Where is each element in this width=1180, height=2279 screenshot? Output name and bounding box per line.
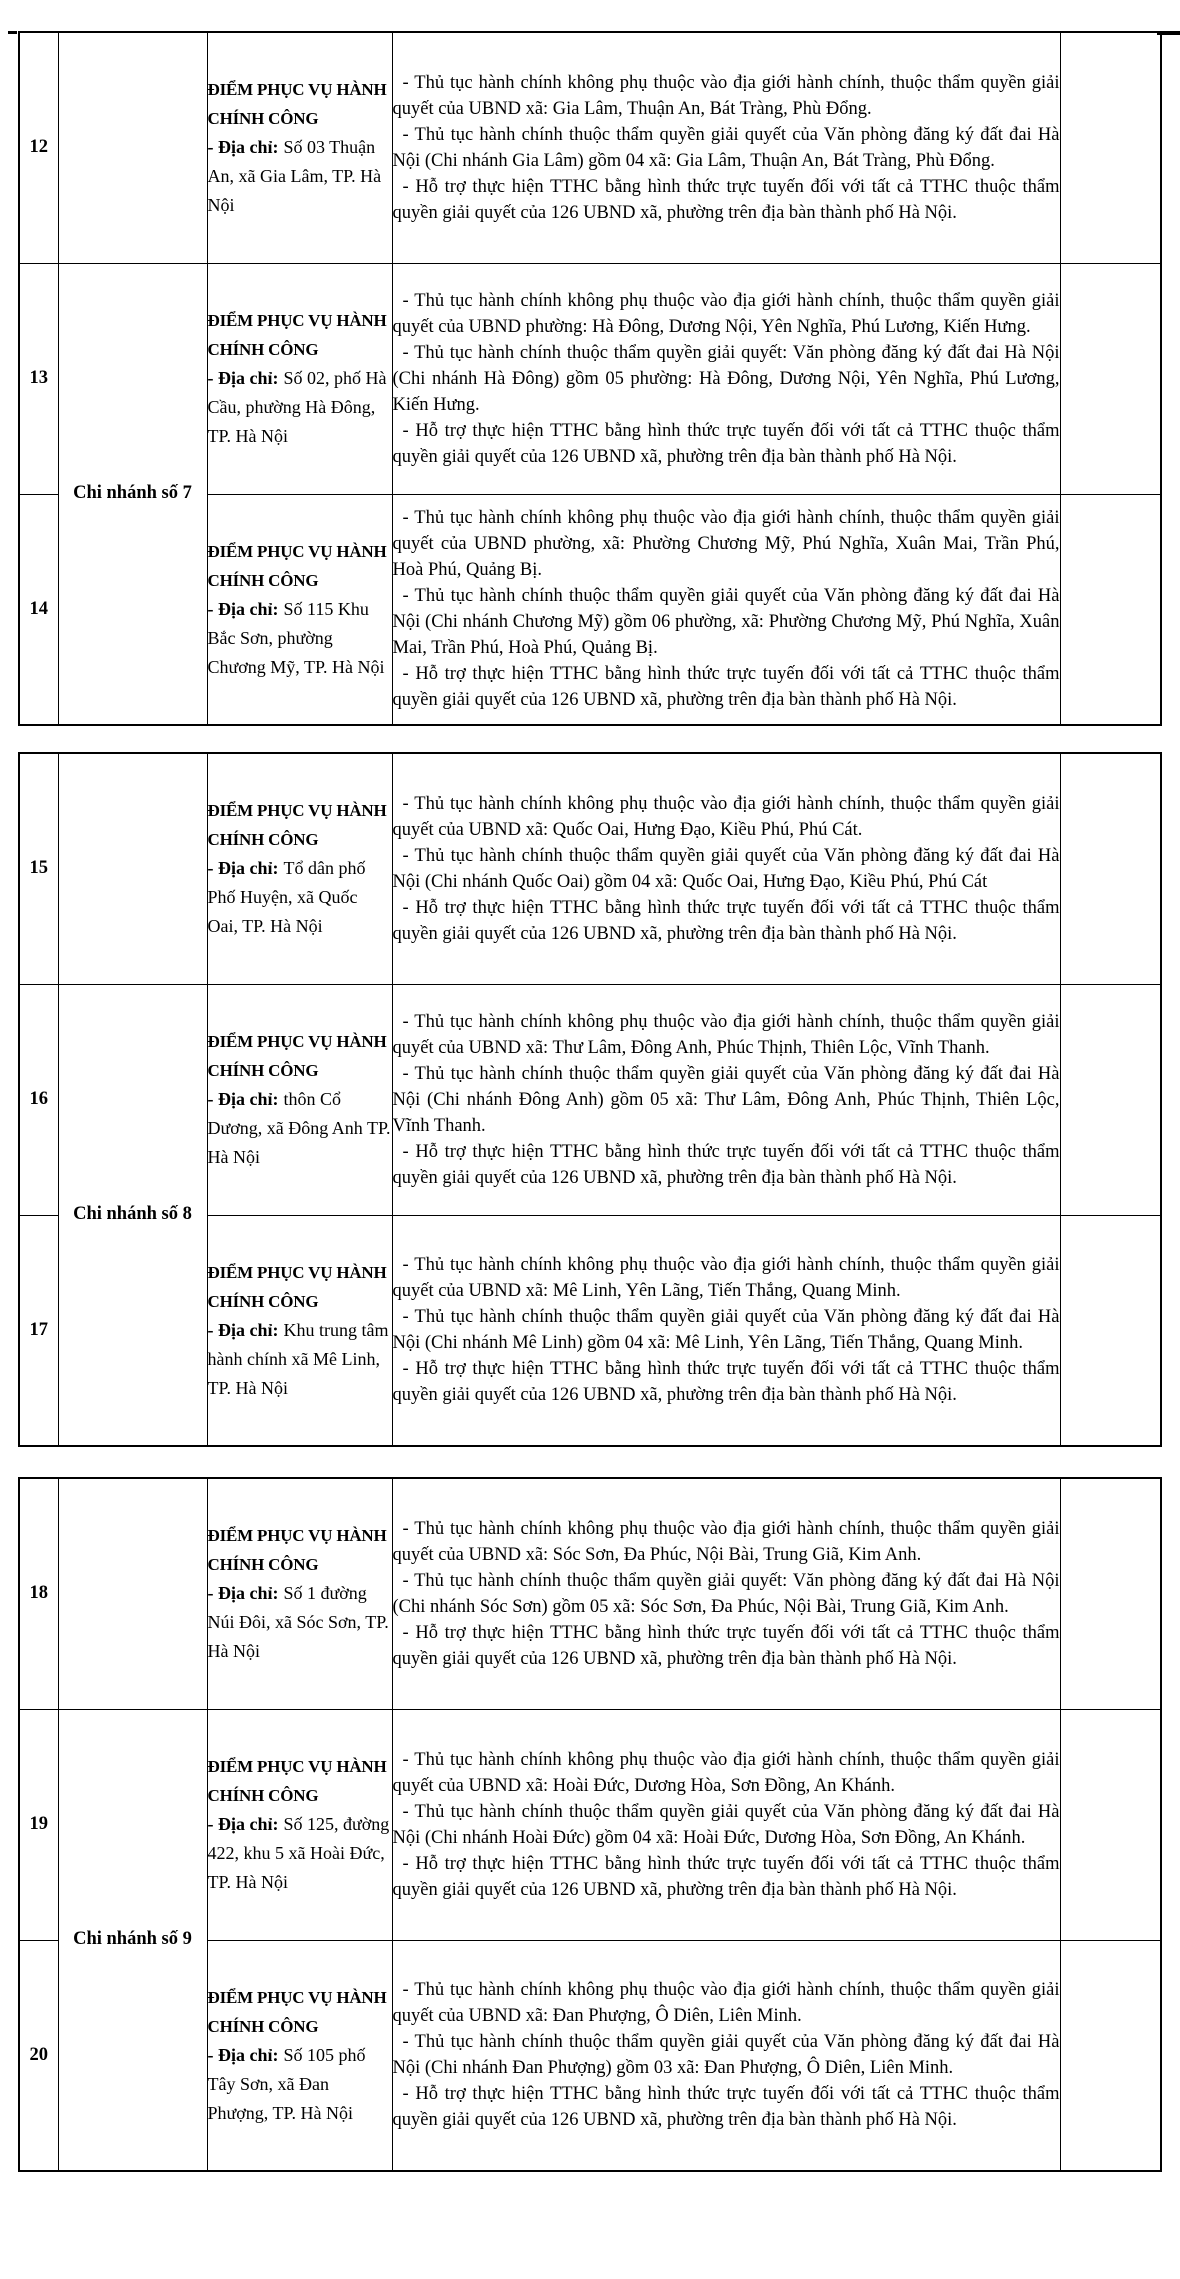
- table-row: [19, 984, 1161, 1215]
- service-point-address: [208, 1579, 392, 1666]
- description-bullet: - Thủ tục hành chính không phụ thuộc vào địa giới hành chính, thuộc thẩm quyền giải quyết của UBND xã: Mê Linh, Yên Lãng, Tiến Thắng, Quang Minh.: [392, 1255, 1060, 1302]
- description-bullet: - Thủ tục hành chính thuộc thẩm quyền giải quyết của Văn phòng đăng ký đất đai Hà Nội (Chi nhánh Đan Phượng) gồm 03 xã: Đan Phượng, Ô Diên, Liên Minh.: [392, 2032, 1060, 2079]
- service-point-address: [208, 364, 392, 451]
- description-bullet: - Thủ tục hành chính không phụ thuộc vào địa giới hành chính, thuộc thẩm quyền giải quyết của UBND phường: Hà Đông, Dương Nội, Yên Nghĩa, Phú Lương, Kiến Hưng.: [392, 290, 1060, 337]
- service-point-title: ĐIỂM PHỤC VỤ HÀNH CHÍNH CÔNG: [207, 1526, 387, 1575]
- address-text: Số 03 Thuận An, xã Gia Lâm, TP. Hà Nội: [207, 137, 382, 216]
- service-point-address: [208, 2041, 392, 2128]
- description-cell: [392, 1478, 1060, 1709]
- service-point-cell: [207, 1215, 392, 1446]
- service-point-cell: [207, 1940, 392, 2171]
- description-bullet: - Hỗ trợ thực hiện TTHC bằng hình thức trực tuyến đối với tất cả TTHC thuộc thẩm quyền giải quyết của 126 UBND xã, phường trên địa bàn thành phố Hà Nội.: [392, 2084, 1060, 2131]
- address-text: thôn Cổ Dương, xã Đông Anh TP. Hà Nội: [207, 1089, 391, 1167]
- address-label: - Địa chỉ:: [207, 1583, 279, 1604]
- description-bullet: - Hỗ trợ thực hiện TTHC bằng hình thức trực tuyến đối với tất cả TTHC thuộc thẩm quyền giải quyết của 126 UBND xã, phường trên địa bàn thành phố Hà Nội.: [392, 1359, 1060, 1406]
- table-row: [19, 753, 1161, 984]
- description-bullet: - Thủ tục hành chính không phụ thuộc vào địa giới hành chính, thuộc thẩm quyền giải quyết của UBND xã: Đan Phượng, Ô Diên, Liên Minh.: [392, 1980, 1060, 2027]
- service-point-cell: [207, 263, 392, 494]
- service-point-cell: [207, 32, 392, 263]
- service-point-address: [208, 1316, 392, 1403]
- service-point-title: ĐIỂM PHỤC VỤ HÀNH CHÍNH CÔNG: [207, 1757, 387, 1805]
- address-label: - Địa chỉ:: [207, 1814, 279, 1834]
- table-row: [19, 263, 1161, 494]
- address-text: Số 02, phố Hà Cầu, phường Hà Đông, TP. Hà Nội: [207, 368, 387, 446]
- description-bullet: - Thủ tục hành chính thuộc thẩm quyền giải quyết: Văn phòng đăng ký đất đai Hà Nội (Chi nhánh Hà Đông) gồm 05 phường: Hà Đông, Dương Nội, Yên Nghĩa, Phú Lương, Kiến Hưng.: [392, 342, 1060, 415]
- crop-artifact-right: [1157, 31, 1180, 35]
- note-cell-empty: [1060, 1940, 1161, 2171]
- crop-artifact-left: [8, 31, 17, 34]
- service-points-table-section-3: [18, 1477, 1162, 2172]
- service-point-title: ĐIỂM PHỤC VỤ HÀNH CHÍNH CÔNG: [207, 801, 387, 850]
- service-point-title: ĐIỂM PHỤC VỤ HÀNH CHÍNH CÔNG: [207, 1987, 387, 2036]
- description-bullet: - Thủ tục hành chính thuộc thẩm quyền giải quyết của Văn phòng đăng ký đất đai Hà Nội (Chi nhánh Quốc Oai) gồm 04 xã: Quốc Oai, Hưng Đạo, Kiều Phú, Phú Cát: [392, 845, 1060, 892]
- service-point-address: [208, 595, 392, 682]
- note-cell-empty: [1060, 1215, 1161, 1446]
- description-cell: [392, 494, 1060, 725]
- branch-cell: Chi nhánh số 7: [58, 263, 207, 725]
- note-cell-empty: [1060, 263, 1161, 494]
- description-cell: [392, 263, 1060, 494]
- address-text: Khu trung tâm hành chính xã Mê Linh, TP. Hà Nội: [207, 1319, 389, 1398]
- service-point-cell: [207, 1478, 392, 1709]
- table-row: [19, 1478, 1161, 1709]
- description-bullet: - Thủ tục hành chính thuộc thẩm quyền giải quyết của Văn phòng đăng ký đất đai Hà Nội (Chi nhánh Chương Mỹ) gồm 06 phường, xã: Phường Chương Mỹ, Phú Nghĩa, Xuân Mai, Trần Phú, Hoà Phú, Quảng Bị.: [392, 586, 1060, 659]
- description-bullet: - Hỗ trợ thực hiện TTHC bằng hình thức trực tuyến đối với tất cả TTHC thuộc thẩm quyền giải quyết của 126 UBND xã, phường trên địa bàn thành phố Hà Nội.: [392, 1141, 1060, 1188]
- description-bullet: - Hỗ trợ thực hiện TTHC bằng hình thức trực tuyến đối với tất cả TTHC thuộc thẩm quyền giải quyết của 126 UBND xã, phường trên địa bàn thành phố Hà Nội.: [392, 1853, 1060, 1900]
- description-bullet: - Hỗ trợ thực hiện TTHC bằng hình thức trực tuyến đối với tất cả TTHC thuộc thẩm quyền giải quyết của 126 UBND xã, phường trên địa bàn thành phố Hà Nội.: [392, 420, 1060, 467]
- branch-cell-empty: [58, 753, 207, 984]
- service-point-title: ĐIỂM PHỤC VỤ HÀNH CHÍNH CÔNG: [207, 1262, 387, 1311]
- service-point-address: [208, 1810, 392, 1897]
- description-bullet: - Thủ tục hành chính không phụ thuộc vào địa giới hành chính, thuộc thẩm quyền giải quyết của UBND xã: Hoài Đức, Dương Hòa, Sơn Đồng, An Khánh.: [392, 1749, 1060, 1796]
- description-bullet: - Hỗ trợ thực hiện TTHC bằng hình thức trực tuyến đối với tất cả TTHC thuộc thẩm quyền giải quyết của 126 UBND xã, phường trên địa bàn thành phố Hà Nội.: [392, 1622, 1060, 1669]
- service-point-title: ĐIỂM PHỤC VỤ HÀNH CHÍNH CÔNG: [207, 80, 387, 129]
- row-number: 17: [19, 1215, 58, 1446]
- note-cell-empty: [1060, 984, 1161, 1215]
- description-bullet: - Thủ tục hành chính thuộc thẩm quyền giải quyết của Văn phòng đăng ký đất đai Hà Nội (Chi nhánh Đông Anh) gồm 05 xã: Thư Lâm, Đông Anh, Phúc Thịnh, Thiên Lộc, Vĩnh Thanh.: [392, 1063, 1060, 1136]
- branch-cell-empty: [58, 1478, 207, 1709]
- description-bullet: - Thủ tục hành chính không phụ thuộc vào địa giới hành chính, thuộc thẩm quyền giải quyết của UBND xã: Sóc Sơn, Đa Phúc, Nội Bài, Trung Giã, Kim Anh.: [392, 1518, 1060, 1565]
- address-text: Tổ dân phố Phố Huyện, xã Quốc Oai, TP. Hà Nội: [207, 858, 366, 937]
- description-bullet: - Hỗ trợ thực hiện TTHC bằng hình thức trực tuyến đối với tất cả TTHC thuộc thẩm quyền giải quyết của 126 UBND xã, phường trên địa bàn thành phố Hà Nội.: [392, 897, 1060, 944]
- note-cell-empty: [1060, 32, 1161, 263]
- address-label: - Địa chỉ:: [207, 2044, 279, 2065]
- row-number: 20: [19, 1940, 58, 2171]
- description-bullet: - Thủ tục hành chính không phụ thuộc vào địa giới hành chính, thuộc thẩm quyền giải quyết của UBND xã: Gia Lâm, Thuận An, Bát Tràng, Phù Đổng.: [392, 72, 1060, 119]
- description-cell: [392, 1940, 1060, 2171]
- description-bullet: - Thủ tục hành chính thuộc thẩm quyền giải quyết của Văn phòng đăng ký đất đai Hà Nội (Chi nhánh Mê Linh) gồm 04 xã: Mê Linh, Yên Lãng, Tiến Thắng, Quang Minh.: [392, 1307, 1060, 1354]
- address-label: - Địa chỉ:: [207, 1319, 279, 1340]
- address-text: Số 105 phố Tây Sơn, xã Đan Phượng, TP. Hà Nội: [207, 2044, 366, 2123]
- service-point-title: ĐIỂM PHỤC VỤ HÀNH CHÍNH CÔNG: [207, 311, 387, 359]
- address-text: Số 125, đường 422, khu 5 xã Hoài Đức, TP. Hà Nội: [207, 1814, 390, 1892]
- description-bullet: - Thủ tục hành chính thuộc thẩm quyền giải quyết của Văn phòng đăng ký đất đai Hà Nội (Chi nhánh Hoài Đức) gồm 04 xã: Hoài Đức, Dương Hòa, Sơn Đồng, An Khánh.: [392, 1801, 1060, 1848]
- description-cell: [392, 32, 1060, 263]
- description-bullet: - Thủ tục hành chính không phụ thuộc vào địa giới hành chính, thuộc thẩm quyền giải quyết của UBND xã: Thư Lâm, Đông Anh, Phúc Thịnh, Thiên Lộc, Vĩnh Thanh.: [392, 1011, 1060, 1058]
- service-points-table-section-1: [18, 31, 1162, 726]
- description-bullet: - Thủ tục hành chính không phụ thuộc vào địa giới hành chính, thuộc thẩm quyền giải quyết của UBND xã: Quốc Oai, Hưng Đạo, Kiều Phú, Phú Cát.: [392, 793, 1060, 840]
- address-label: - Địa chỉ:: [207, 1089, 279, 1109]
- description-bullet: - Thủ tục hành chính không phụ thuộc vào địa giới hành chính, thuộc thẩm quyền giải quyết của UBND phường, xã: Phường Chương Mỹ, Phú Nghĩa, Xuân Mai, Trần Phú, Hoà Phú, Quảng Bị.: [392, 508, 1060, 581]
- description-cell: [392, 1215, 1060, 1446]
- service-point-cell: [207, 753, 392, 984]
- service-point-title: ĐIỂM PHỤC VỤ HÀNH CHÍNH CÔNG: [207, 1032, 387, 1080]
- row-number: 12: [19, 32, 58, 263]
- note-cell-empty: [1060, 1478, 1161, 1709]
- description-cell: [392, 984, 1060, 1215]
- service-point-title: ĐIỂM PHỤC VỤ HÀNH CHÍNH CÔNG: [207, 541, 387, 590]
- address-label: - Địa chỉ:: [207, 858, 279, 879]
- row-number: 15: [19, 753, 58, 984]
- description-cell: [392, 1709, 1060, 1940]
- address-text: Số 115 Khu Bắc Sơn, phường Chương Mỹ, TP. Hà Nội: [207, 598, 385, 677]
- branch-cell: Chi nhánh số 9: [58, 1709, 207, 2171]
- service-point-cell: [207, 1709, 392, 1940]
- description-cell: [392, 753, 1060, 984]
- note-cell-empty: [1060, 1709, 1161, 1940]
- branch-cell: Chi nhánh số 8: [58, 984, 207, 1446]
- row-number: 16: [19, 984, 58, 1215]
- branch-cell-empty: [58, 32, 207, 263]
- service-point-address: [208, 854, 392, 941]
- service-point-cell: [207, 984, 392, 1215]
- address-label: - Địa chỉ:: [207, 598, 279, 619]
- note-cell-empty: [1060, 753, 1161, 984]
- service-point-address: [208, 1085, 392, 1172]
- address-label: - Địa chỉ:: [207, 368, 279, 388]
- description-bullet: - Thủ tục hành chính thuộc thẩm quyền giải quyết của Văn phòng đăng ký đất đai Hà Nội (Chi nhánh Gia Lâm) gồm 04 xã: Gia Lâm, Thuận An, Bát Tràng, Phù Đổng.: [392, 124, 1060, 171]
- row-number: 13: [19, 263, 58, 494]
- table-row: [19, 1709, 1161, 1940]
- row-number: 18: [19, 1478, 58, 1709]
- address-text: Số 1 đường Núi Đôi, xã Sóc Sơn, TP. Hà Nội: [207, 1583, 389, 1662]
- service-points-table-section-2: [18, 752, 1162, 1447]
- note-cell-empty: [1060, 494, 1161, 725]
- row-number: 14: [19, 494, 58, 725]
- address-label: - Địa chỉ:: [207, 137, 279, 158]
- description-bullet: - Hỗ trợ thực hiện TTHC bằng hình thức trực tuyến đối với tất cả TTHC thuộc thẩm quyền giải quyết của 126 UBND xã, phường trên địa bàn thành phố Hà Nội.: [392, 176, 1060, 223]
- service-point-address: [208, 133, 392, 220]
- description-bullet: - Hỗ trợ thực hiện TTHC bằng hình thức trực tuyến đối với tất cả TTHC thuộc thẩm quyền giải quyết của 126 UBND xã, phường trên địa bàn thành phố Hà Nội.: [392, 664, 1060, 711]
- description-bullet: - Thủ tục hành chính thuộc thẩm quyền giải quyết: Văn phòng đăng ký đất đai Hà Nội (Chi nhánh Sóc Sơn) gồm 05 xã: Sóc Sơn, Đa Phúc, Nội Bài, Trung Giã, Kim Anh.: [392, 1570, 1060, 1617]
- service-point-cell: [207, 494, 392, 725]
- table-row: [19, 32, 1161, 263]
- row-number: 19: [19, 1709, 58, 1940]
